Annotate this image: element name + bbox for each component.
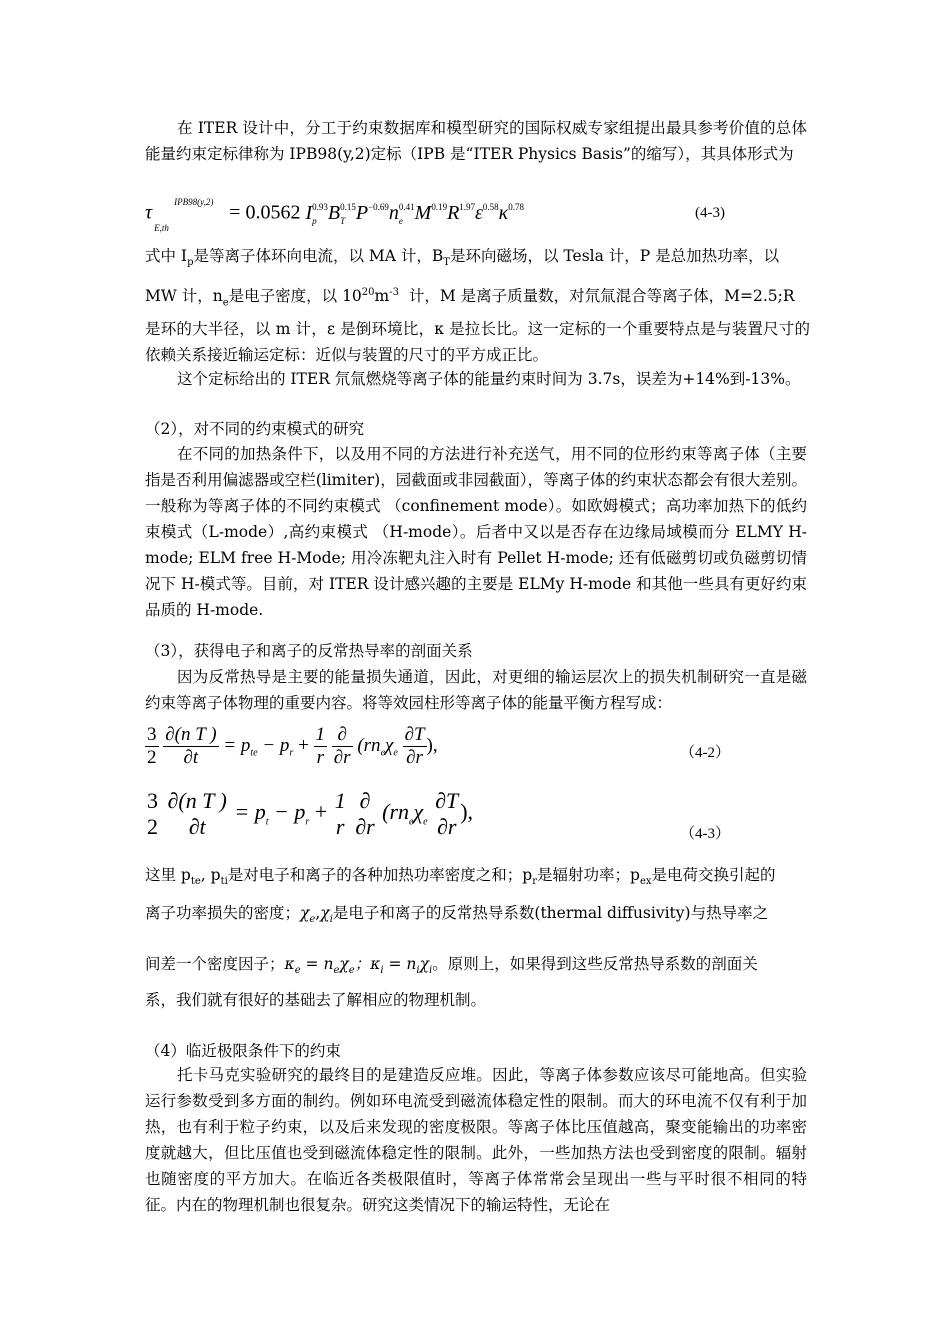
sub: e	[393, 747, 398, 759]
eq1-number: (4-3)	[695, 205, 725, 221]
num: 1	[315, 724, 326, 745]
eq3-plus: +	[314, 799, 328, 825]
eq1-lhs-sup: IPB98(y,2)	[174, 196, 214, 207]
eq1-term	[499, 202, 524, 224]
eq3-frac-dT-dr	[433, 788, 460, 840]
text: 是对电子和离子的各种加热功率密度之和；p	[227, 866, 533, 884]
den: ∂r	[436, 814, 457, 839]
paragraph-symbols-line1	[145, 243, 810, 276]
eq1-term-exponent: 0.78	[508, 202, 525, 212]
sub: i	[329, 914, 333, 926]
eq1-term	[415, 202, 447, 224]
eq1-term-subscript: e	[398, 216, 403, 226]
eq2-close: ),	[426, 734, 438, 756]
sub: r	[305, 816, 310, 828]
sub: t	[265, 816, 269, 828]
paragraph-ipb98-intro: 在 ITER 设计中，分工于约束数据库和模型研究的国际权威专家组提出最具参考价值的总体能量约束定标律称为 IPB98(y,2)定标（IPB 是“ITER Physics Basis”的缩写），其具体形式为	[145, 119, 807, 163]
den: 2	[147, 747, 157, 768]
eq1-term-subscript	[431, 214, 447, 228]
chi-e: χ	[300, 904, 310, 922]
eq1-term-exponent: 0.41	[398, 202, 415, 212]
den: r	[316, 747, 324, 768]
eq1-term-subscript: p	[312, 216, 317, 226]
eq1-term	[389, 202, 415, 224]
eq1-term	[305, 202, 327, 224]
paragraph-anomalous-transport: 因为反常热导是主要的能量损失通道，因此，对更细的输运层次上的损失机制研究一直是磁约束等离子体物理的重要内容。将等效园柱形等离子体的能量平衡方程写成：	[145, 668, 807, 712]
eq1-term	[475, 202, 499, 224]
den: 2	[147, 814, 158, 839]
text: 离子功率损失的密度；	[145, 904, 301, 922]
paragraph-symbols-line3: 是环的大半径，以 m 计，ε 是倒环境比，κ 是拉长比。这一定标的一个重要特点是与装置尺寸的依赖关系接近输运定标：近似与装置的尺寸的平方成正比。	[145, 320, 810, 364]
sub: r	[289, 747, 294, 759]
sub: e	[333, 965, 340, 977]
eq3-chi: χ	[413, 799, 424, 825]
eq1-term-subscript: T	[340, 216, 346, 226]
num: ∂T	[435, 788, 459, 813]
sub: i	[429, 965, 433, 977]
eq1-term-symbol: M	[414, 201, 432, 224]
text: 是等离子体环向电流，以 MA 计，B	[193, 247, 444, 265]
chi-i: χ	[320, 904, 330, 922]
text: 是电子和离子的反常热导系数(thermal diffusivity)与热导率之	[332, 904, 769, 922]
sup: -3	[389, 287, 399, 298]
eq2-frac-dT-dr	[403, 724, 427, 769]
eq1-term	[328, 202, 356, 224]
eq1-term-symbol: R	[447, 201, 460, 224]
sub: e	[222, 297, 229, 309]
sub: ex	[639, 876, 652, 888]
eq1-term-exponent: 0.58	[482, 202, 499, 212]
eq1-terms	[305, 202, 524, 224]
eq1-term-subscript	[483, 214, 499, 228]
eq2-frac-3-2	[145, 724, 159, 769]
text: = n	[300, 955, 334, 973]
chi: χ	[339, 955, 349, 973]
text: ,	[315, 904, 321, 922]
eq1-term-subscript	[459, 214, 475, 228]
paragraph-ITER-confinement-time: 这个定标给出的 ITER 氘氚燃烧等离子体的能量约束时间为 3.7s，误差为+14%到-13%。	[177, 370, 801, 388]
section-heading-2: （2），对不同的约束模式的研究	[145, 420, 365, 438]
eq1-term-symbol: ε	[475, 201, 483, 224]
eq1-term-symbol: κ	[498, 201, 509, 224]
num: 3	[147, 788, 158, 813]
chi: χ	[419, 955, 429, 973]
eq3-minus-p: − p	[274, 799, 306, 825]
eq2-plus: +	[298, 734, 309, 756]
sub: p	[187, 257, 194, 269]
text: 是环向磁场，以 Tesla 计，P 是总加热功率，以	[449, 247, 780, 265]
paragraph-heating-terms-line1	[145, 862, 810, 895]
text: 。原则上，如果得到这些反常热导系数的剖面关	[432, 955, 758, 973]
text: 计，M 是离子质量数，对氘氚混合等离子体，M=2.5;R	[408, 287, 795, 306]
sub: e	[380, 747, 386, 759]
num: 1	[334, 788, 346, 813]
den: ∂t	[188, 814, 206, 839]
eq1-term-symbol: n	[388, 201, 399, 224]
eq2-rn: (rn	[357, 734, 381, 756]
eq3-rn: (rn	[382, 799, 410, 825]
den: ∂r	[333, 747, 351, 768]
eq1-term-exponent: 0.15	[340, 202, 356, 212]
sub: e	[423, 816, 428, 828]
num: ∂(n T )	[165, 724, 217, 745]
kappa-e: κ	[284, 955, 295, 973]
sub: ti	[220, 876, 228, 888]
sub: e	[309, 914, 316, 926]
section-heading-3: （3），获得电子和离子的反常热导率的剖面关系	[145, 642, 473, 660]
num: ∂T	[404, 724, 425, 745]
text: MW 计，n	[145, 287, 223, 306]
eq2-p: = p	[223, 734, 251, 756]
eq3-frac-time-derivative	[166, 788, 229, 840]
num: ∂	[359, 788, 371, 813]
den: ∂r	[406, 747, 423, 768]
eq1-term-symbol: B	[327, 201, 341, 224]
eq2-minus-p: − p	[262, 734, 290, 756]
paragraph-heating-terms-line3	[145, 951, 810, 984]
eq1-term-subscript	[508, 214, 524, 228]
eq1-term-symbol: I	[305, 201, 313, 224]
paragraph-heating-terms-line2	[145, 900, 810, 933]
eq2-frac-time-derivative	[163, 724, 218, 769]
text: 是电荷交换引起的	[651, 866, 776, 884]
text: m	[374, 287, 390, 306]
eq1-term-exponent: 0.19	[431, 202, 448, 212]
eq2-frac-d-dr	[332, 724, 353, 769]
paragraph-confinement-modes: 在不同的加热条件下，以及用不同的方法进行补充送气，用不同的位形约束等离子体（主要指是否利用偏滤器或空栏(limiter)，园截面或非园截面），等离子体的约束状态都会有很大差别。一般称为等离子体的不同约束模式 （confinement mode）。如欧姆模式；高功率加热下的低约束模式（L-mode）,高约束模式 （H-mode）。后者中又以是否存在边缘局域模而分 ELMY H-mode; ELM free H-Mode; 用冷冻靶丸注入时有 Pellet H-mode; 还有低磁剪切或负磁剪切情况下 H-模式等。目前，对 ITER 设计感兴趣的主要是 ELMy H-mode 和其他一些具有更好约束品质的 H-mode.	[145, 445, 807, 619]
paragraph-limits: 托卡马克实验研究的最终目的是建造反应堆。因此，等离子体参数应该尽可能地高。但实验运行参数受到多方面的制约。例如环电流受到磁流体稳定性的限制。而大的环电流不仅有利于加热，也有利于粒子约束，以及后来发现的密度极限。等离子体比压值越高，聚变能输出的功率密度就越大，但比压值也受到磁流体稳定性的限制。此外，一些加热方法也受到密度的限制。辐射也随密度的平方加大。在临近各类极限值时，等离子体常常会呈现出一些与平时很不相同的特征。内在的物理机制也很复杂。研究这类情况下的输运特性，无论在	[145, 1066, 807, 1214]
eq1-term-symbol: P	[355, 201, 369, 224]
text: 是辐射功率；p	[537, 866, 640, 884]
eq1-term-exponent: −0.69	[368, 202, 389, 212]
den: ∂t	[183, 747, 199, 768]
num: 3	[147, 724, 157, 745]
text: 这里 p	[145, 866, 191, 884]
sub: r	[532, 876, 538, 888]
eq2-number: （4-2）	[680, 745, 730, 761]
eq1-term-subscript	[368, 214, 389, 228]
eq3-frac-1-r	[333, 788, 348, 840]
eq1-term-exponent: 0.93	[312, 202, 328, 212]
eq1-term	[356, 202, 389, 224]
sub: te	[190, 876, 201, 888]
sub: e	[294, 965, 301, 977]
eq3-close: ),	[460, 799, 474, 825]
text: 间差一个密度因子；	[145, 955, 285, 973]
eq1-coef: = 0.0562	[229, 201, 301, 224]
paragraph-heating-terms-line4: 系，我们就有很好的基础去了解相应的物理机制。	[145, 991, 487, 1009]
text: , p	[200, 866, 221, 884]
sub: i	[416, 965, 420, 977]
eq2-chi: χ	[385, 734, 394, 756]
paragraph-symbols-line2	[145, 280, 810, 316]
text: 是电子密度，以 10	[228, 287, 362, 306]
sub: te	[250, 747, 258, 759]
num: ∂	[332, 724, 353, 747]
eq3-p: = p	[234, 799, 266, 825]
section-heading-4: （4）临近极限条件下的约束	[145, 1042, 341, 1060]
eq3-frac-3-2	[145, 788, 160, 840]
eq1-term	[447, 202, 475, 224]
text: = n	[383, 955, 417, 973]
text: 式中 I	[145, 247, 188, 265]
eq2-frac-1-r	[314, 724, 328, 769]
text: ；κ	[354, 955, 381, 973]
sub: e	[348, 965, 355, 977]
sub: e	[409, 816, 414, 828]
den: ∂r	[355, 814, 375, 839]
eq1-term-exponent: 1.97	[459, 202, 476, 212]
eq3-number: （4-3）	[680, 826, 730, 842]
sub: T	[443, 257, 450, 269]
eq1-tau: τ	[145, 201, 153, 224]
num: ∂(n T )	[167, 788, 227, 813]
eq3-frac-d-dr	[353, 788, 376, 840]
den: r	[335, 814, 345, 839]
sub: i	[380, 965, 384, 977]
eq1-lhs-sub: E,th	[154, 222, 169, 233]
sup: 20	[361, 287, 375, 298]
